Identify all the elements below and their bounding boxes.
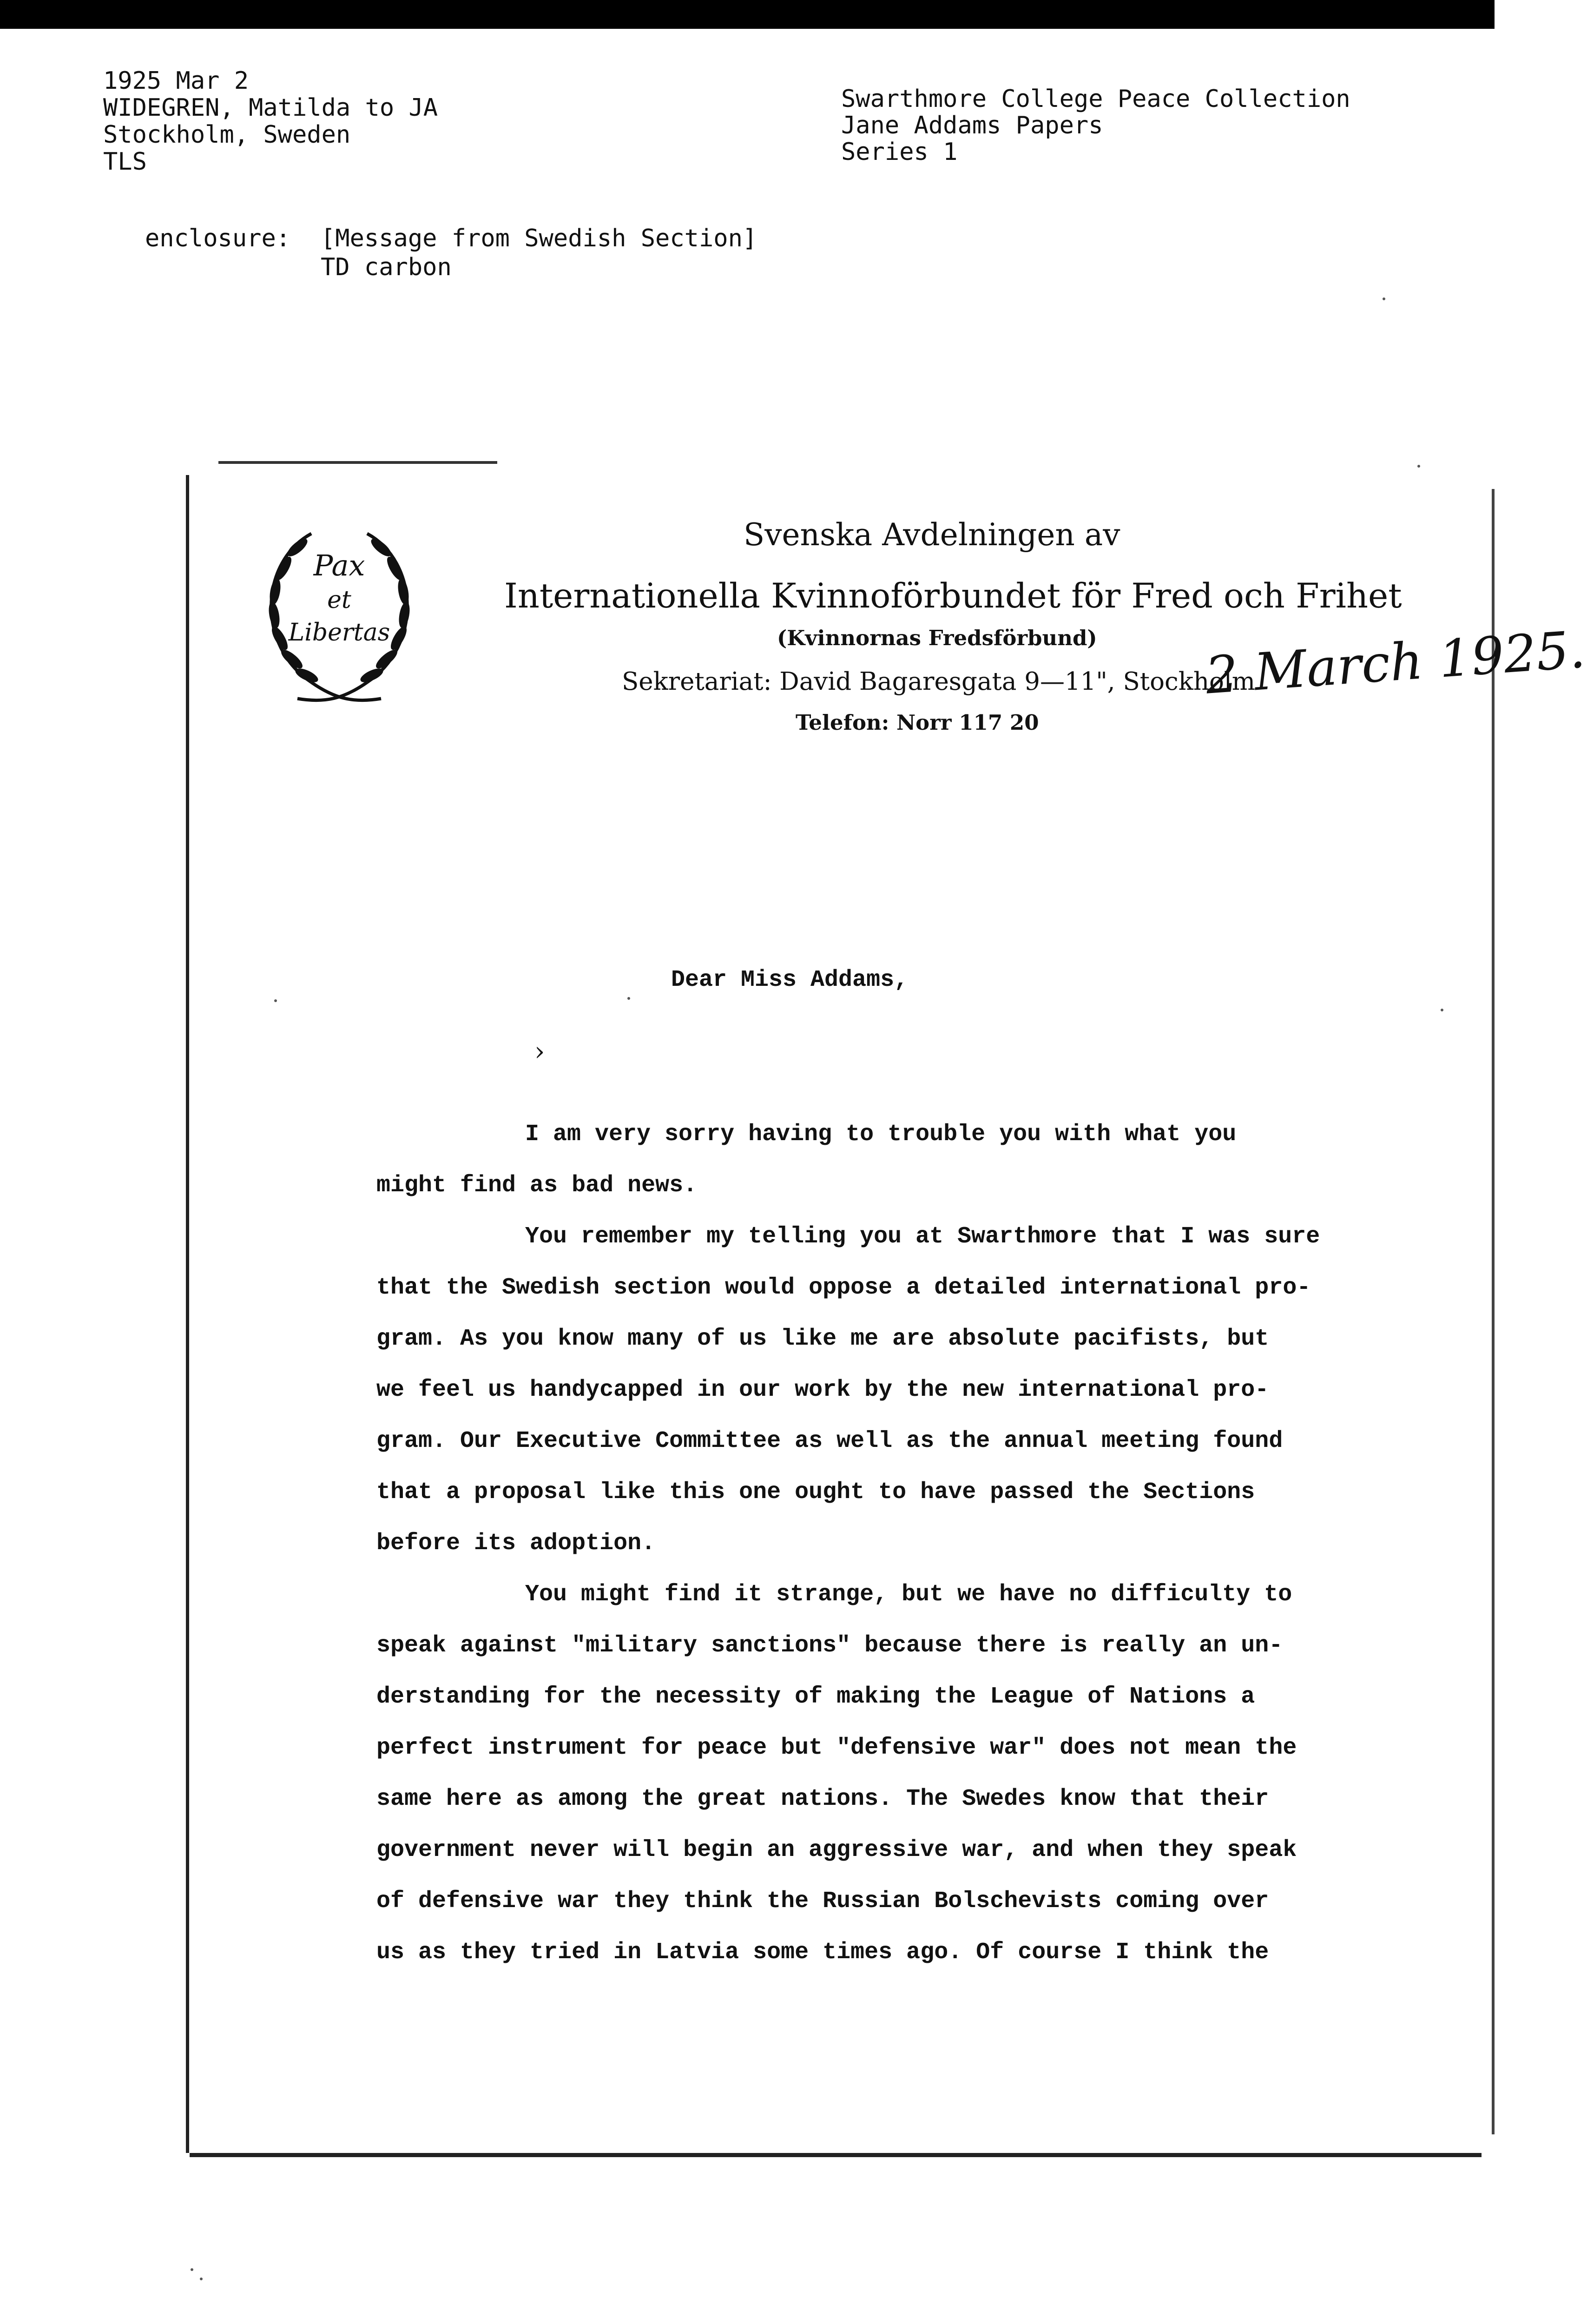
scan-top-border: [0, 0, 1495, 29]
emblem-word-pax: Pax: [313, 548, 365, 582]
enclosure-value-2: TD carbon: [321, 253, 452, 281]
handwritten-date: 2 March 1925.: [1204, 619, 1587, 706]
body-line: that the Swedish section would oppose a detailed international pro-: [376, 1274, 1311, 1301]
scan-speck: [191, 2268, 193, 2271]
letterhead-address: Sekretariat: David Bagaresgata 9—11", Stockholm: [622, 667, 1256, 696]
catalog-location: Stockholm, Sweden: [103, 121, 351, 149]
catalog-correspondents: WIDEGREN, Matilda to JA: [103, 94, 438, 122]
body-line: that a proposal like this one ought to have passed the Sections: [376, 1479, 1255, 1505]
enclosure-label: enclosure:: [145, 224, 291, 252]
catalog-info-left: [103, 67, 438, 175]
body-line: speak against "military sanctions" because there is really an un-: [376, 1632, 1283, 1659]
letterhead-telephone: Telefon: Norr 117 20: [796, 710, 1039, 735]
sheet-bottom-edge: [190, 2153, 1482, 2157]
sheet-right-edge: [1492, 489, 1495, 2134]
scan-speck: [1383, 297, 1385, 300]
body-line: before its adoption.: [376, 1530, 656, 1557]
body-line: perfect instrument for peace but "defensive war" does not mean the: [376, 1735, 1297, 1761]
scan-speck: [200, 2278, 203, 2280]
scan-speck: [627, 997, 630, 1000]
scan-speck: [1441, 1009, 1443, 1011]
body-line: of defensive war they think the Russian Bolschevists coming over: [376, 1888, 1269, 1915]
letterhead-subtitle: (Kvinnornas Fredsförbund): [777, 626, 1097, 650]
sheet-top-edge: [218, 461, 497, 464]
body-line: same here as among the great nations. The Swedes know that their: [376, 1786, 1269, 1812]
enclosure-value: [Message from Swedish Section]: [321, 224, 757, 252]
body-line: derstanding for the necessity of making the League of Nations a: [376, 1684, 1255, 1710]
body-line: You might find it strange, but we have no difficulty to: [525, 1581, 1292, 1608]
body-line: I am very sorry having to trouble you with what you: [525, 1121, 1237, 1148]
body-line: might find as bad news.: [376, 1172, 698, 1199]
catalog-type: TLS: [103, 148, 147, 176]
body-line: You remember my telling you at Swarthmore that I was sure: [525, 1223, 1320, 1250]
letterhead-organization-name: Internationella Kvinnoförbundet för Fred och Frihet: [504, 576, 1402, 616]
body-line: gram. As you know many of us like me are absolute pacifists, but: [376, 1326, 1269, 1352]
letter-salutation: Dear Miss Addams,: [671, 967, 909, 993]
scan-speck: [274, 999, 277, 1002]
body-line: we feel us handycapped in our work by the new international pro-: [376, 1377, 1269, 1403]
collection-name: Swarthmore College Peace Collection: [841, 85, 1350, 113]
body-line: gram. Our Executive Committee as well as the annual meeting found: [376, 1428, 1283, 1454]
papers-name: Jane Addams Papers: [841, 112, 1103, 139]
sheet-left-edge: [186, 475, 189, 2153]
emblem-word-et: et: [327, 586, 351, 614]
body-line: us as they tried in Latvia some times ago. Of course I think the: [376, 1939, 1269, 1966]
emblem-word-libertas: Libertas: [288, 619, 390, 647]
catalog-info-right: [841, 86, 1350, 165]
stray-mark: ›: [534, 1037, 545, 1067]
letterhead-section-name: Svenska Avdelningen av: [744, 517, 1120, 553]
scan-speck: [1417, 465, 1420, 468]
series-name: Series 1: [841, 138, 958, 166]
catalog-date: 1925 Mar 2: [103, 67, 249, 95]
body-line: government never will begin an aggressive war, and when they speak: [376, 1837, 1297, 1863]
pax-et-libertas-emblem: [242, 515, 437, 715]
